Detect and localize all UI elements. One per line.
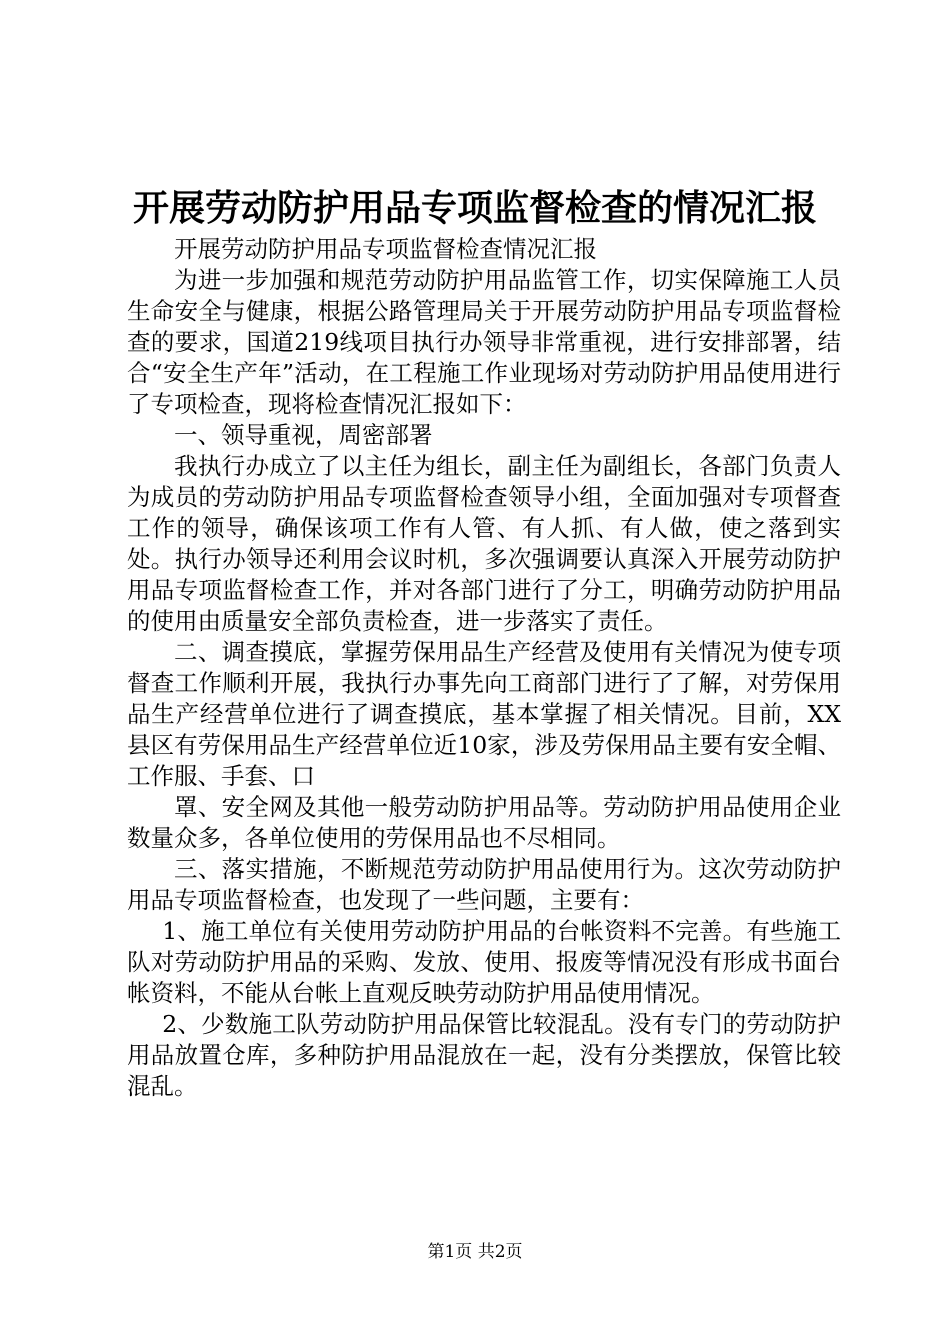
report-subtitle: 开展劳动防护用品专项监督检查情况汇报 <box>174 235 597 263</box>
section-3-paragraph: 三、落实措施，不断规范劳动防护用品使用行为。这次劳动防护用品专项监督检查，也发现了一些问题，主要有： <box>127 855 841 914</box>
section-1-paragraph: 我执行办成立了以主任为组长，副主任为副组长，各部门负责人为成员的劳动防护用品专项监督检查领导小组，全面加强对专项督查工作的领导，确保该项工作有人管、有人抓、有人做，使之落到实处。执行办领导还利用会议时机，多次强调要认真深入开展劳动防护用品专项监督检查工作，并对各部门进行了分工，明确劳动防护用品的使用由质量安全部负责检查，进一步落实了责任。 <box>127 452 841 635</box>
problem-item-2: 2、少数施工队劳动防护用品保管比较混乱。没有专门的劳动防护用品放置仓库，多种防护用品混放在一起，没有分类摆放，保管比较混乱。 <box>127 1010 841 1100</box>
intro-paragraph: 为进一步加强和规范劳动防护用品监管工作，切实保障施工人员生命安全与健康，根据公路管理局关于开展劳动防护用品专项监督检查的要求，国道219线项目执行办领导非常重视，进行安排部署，结合“安全生产年”活动，在工程施工作业现场对劳动防护用品使用进行了专项检查，现将检查情况汇报如下： <box>127 266 841 418</box>
page-footer: 第1页 共2页 <box>427 1242 523 1262</box>
problem-item-1: 1、施工单位有关使用劳动防护用品的台帐资料不完善。有些施工队对劳动防护用品的采购、发放、使用、报废等情况没有形成书面台帐资料，不能从台帐上直观反映劳动防护用品使用情况。 <box>127 917 841 1007</box>
document-body <box>127 234 841 1102</box>
document-title: 开展劳动防护用品专项监督检查的情况汇报 <box>132 187 817 229</box>
section-2-paragraph: 二、调查摸底，掌握劳保用品生产经营及使用有关情况为使专项督查工作顺利开展，我执行办事先向工商部门进行了了解，对劳保用品生产经营单位进行了调查摸底，基本掌握了相关情况。目前，XX县区有劳保用品生产经营单位近10家，涉及劳保用品主要有安全帽、工作服、手套、口 <box>127 638 841 790</box>
section-2-continuation: 罩、安全网及其他一般劳动防护用品等。劳动防护用品使用企业数量众多，各单位使用的劳保用品也不尽相同。 <box>127 793 841 852</box>
section-heading-1: 一、领导重视，周密部署 <box>174 421 433 449</box>
